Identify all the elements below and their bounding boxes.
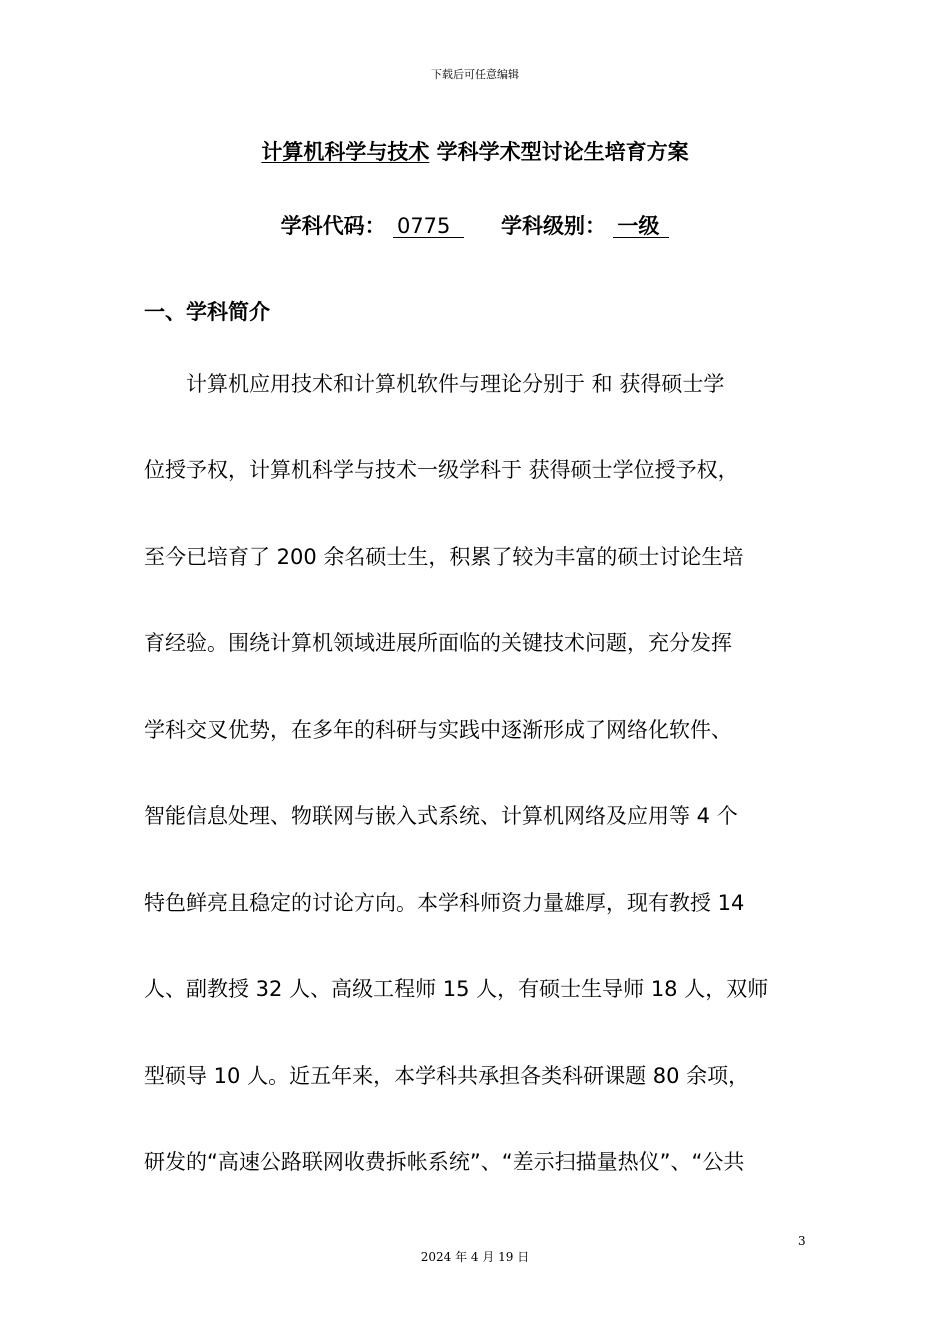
discipline-info-line — [0, 210, 950, 240]
paragraph-line: 育经验。围绕计算机领域进展所面临的关键技术问题，充分发挥 — [144, 631, 732, 655]
discipline-code-value: 0775 — [393, 215, 464, 238]
paragraph-line: 计算机应用技术和计算机软件与理论分别于 和 获得硕士学 — [186, 372, 725, 396]
discipline-code-label: 学科代码： — [280, 214, 386, 238]
paragraph-line: 学科交叉优势，在多年的科研与实践中逐渐形成了网络化软件、 — [144, 718, 732, 742]
title-rest: 学科学术型讨论生培育方案 — [436, 140, 689, 164]
discipline-level-value: 一级 — [613, 215, 669, 238]
paragraph-line: 特色鲜亮且稳定的讨论方向。本学科师资力量雄厚，现有教授 14 — [144, 891, 745, 915]
paragraph-line: 至今已培育了 200 余名硕士生，积累了较为丰富的硕士讨论生培 — [144, 545, 744, 569]
paragraph-line: 研发的“高速公路联网收费拆帐系统”、“差示扫描量热仪”、“公共 — [144, 1150, 745, 1174]
page-number: 3 — [798, 1234, 806, 1248]
footer-date: 2024 年 4 月 19 日 — [420, 1250, 530, 1264]
header-note: 下载后可任意编辑 — [431, 68, 519, 81]
paragraph-line: 智能信息处理、物联网与嵌入式系统、计算机网络及应用等 4 个 — [144, 804, 738, 828]
paragraph-line: 型硕导 10 人。近五年来，本学科共承担各类科研课题 80 余项， — [144, 1064, 750, 1088]
title-discipline-name: 计算机科学与技术 — [261, 140, 430, 164]
section-heading: 一、学科简介 — [144, 300, 270, 324]
paragraph-line: 位授予权，计算机科学与技术一级学科于 获得硕士学位授予权， — [144, 458, 739, 482]
document-title — [0, 136, 950, 166]
discipline-level-label: 学科级别： — [501, 214, 607, 238]
paragraph-line: 人、副教授 32 人、高级工程师 15 人，有硕士生导师 18 人，双师 — [144, 977, 769, 1001]
